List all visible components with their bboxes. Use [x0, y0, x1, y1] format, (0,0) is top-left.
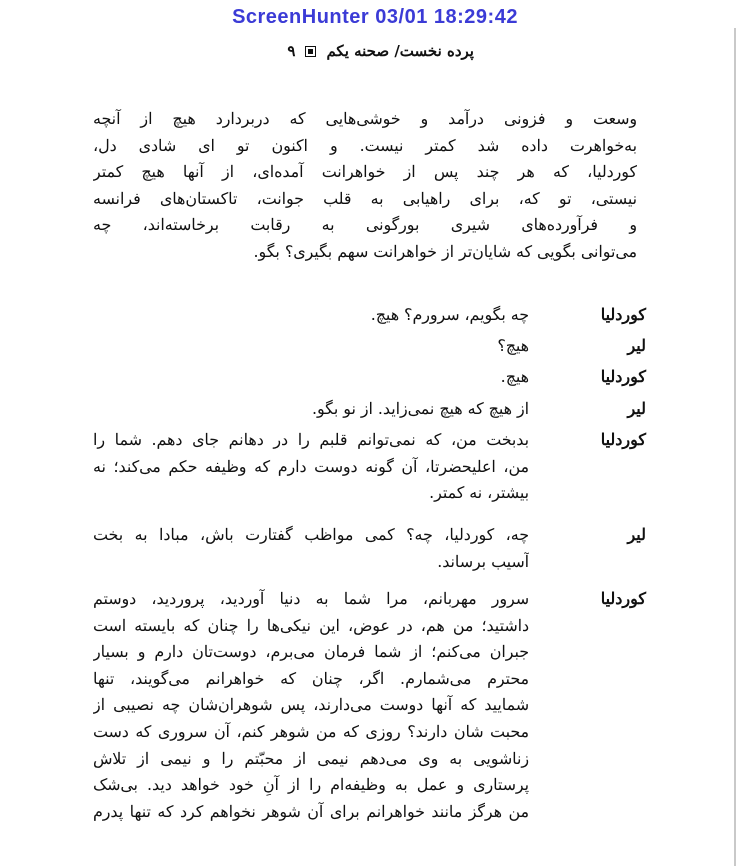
intro-paragraph [93, 106, 637, 266]
running-head-title: پرده نخست/ صحنه یکم [326, 42, 474, 60]
speech-line: آسیب برساند. [437, 551, 529, 571]
speech-line: هیچ. [500, 367, 529, 386]
intro-line: وسعت و فزونی درآمد و خوشی‌هایی که دربردارد هیچ از آنچه [93, 109, 637, 128]
speech-line: چه، کوردلیا، چه؟ کمی مواظب گفتارت باش، مبادا به بخت [93, 525, 529, 544]
screen-capture-banner: ScreenHunter 03/01 18:29:42 [232, 6, 518, 28]
speaker-name: کوردلیا [600, 589, 646, 608]
speaker-name: لیر [627, 525, 646, 544]
page-number: ۹ [287, 42, 296, 60]
page-edge-line [734, 28, 736, 866]
running-head [240, 42, 474, 60]
speech-text [93, 364, 529, 391]
speech-line: بدبخت من، که نمی‌توانم قلبم را در دهانم جای دهم. شما را [93, 430, 529, 449]
square-ornament-icon [305, 46, 316, 57]
speech-line: پرستاری و عمل به وظیفه‌ام را از آنِ خود خواهد دید. بی‌شک [93, 775, 529, 795]
speech-line: زناشویی به وی می‌دهم نیمی از محبّتم را و نیمی از تلاش [93, 748, 529, 768]
speech-line: من، اعلیحضرتا، آن گونه دوست دارم که وظیفه حکم می‌کند؛ نه [93, 456, 529, 476]
speech-text [93, 522, 529, 575]
speaker-name: کوردلیا [600, 367, 646, 386]
speaker-name: کوردلیا [600, 305, 646, 324]
speech-text [93, 586, 529, 825]
intro-line: نیستی، تو که، برای راهیابی به قلب جوانت، تاکستان‌های فرانسه [93, 188, 637, 208]
speech-line: محبت شان دارند؟ روزی که من شوهر کنم، آن سروری که دست [93, 721, 529, 741]
speech-line: جبران می‌کنم؛ از شما فرمان می‌برم، دوست‌تان دارم و بسیار [93, 642, 529, 662]
speech-line: هیچ؟ [497, 336, 529, 355]
speech-text [93, 302, 529, 329]
speech-line: بیشتر، نه کمتر. [429, 483, 529, 503]
intro-line: به‌خواهرت داده شد کمتر نیست. و اکنون تو ای شادی دل، [93, 135, 637, 155]
speech-line: من هرگز مانند خواهرانم برای آن شوهر نخواهم کرد که تنها پدرم [93, 801, 529, 821]
speaker-name: لیر [627, 336, 646, 355]
speaker-name: لیر [627, 399, 646, 418]
intro-line: و فرآورده‌های شیری بورگونی به رقابت برخاسته‌اند، چه [93, 215, 637, 235]
speech-text [93, 333, 529, 360]
intro-line: کوردلیا، که هر چند پس از خواهرانت آمده‌ای، از آنها هیچ کمتر [93, 162, 637, 182]
speech-line: داشتید؛ من هم، در عوض، این نیکی‌ها را چنان که بایسته است [93, 615, 529, 635]
speech-text [93, 396, 529, 423]
speech-text [93, 427, 529, 507]
speech-line: چه بگویم، سرورم؟ هیچ. [370, 305, 529, 324]
speaker-name: کوردلیا [600, 430, 646, 449]
speech-line: از هیچ که هیچ نمی‌زاید. از نو بگو. [311, 399, 529, 418]
intro-line: می‌توانی بگویی که شایان‌تر از خواهرانت سهم بگیری؟ بگو. [253, 241, 637, 261]
speech-line: محترم می‌شمارم. اگر، چنان که خواهرانم می‌گویند، تنها [93, 668, 529, 688]
speech-line: شمایید که آنها دوست می‌دارند، پس شوهران‌شان چه نصیبی از [93, 695, 529, 715]
speech-line: سرور مهربانم، مرا شما به دنیا آوردید، پروردید، دوستم [93, 589, 529, 608]
